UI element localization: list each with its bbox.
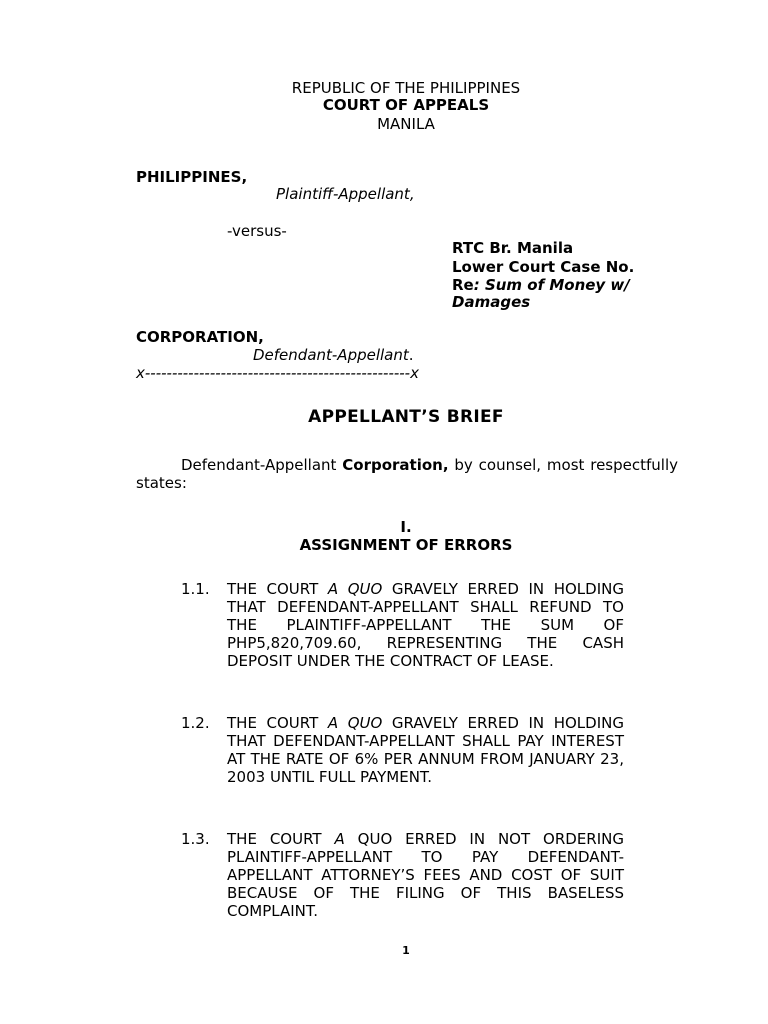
intro-rest: by counsel, most respectfully states: [136, 456, 678, 492]
header-republic: REPUBLIC OF THE PHILIPPINES [291, 79, 521, 97]
error-italic: A QUO [327, 580, 383, 598]
error-pre: THE COURT [227, 830, 335, 848]
error-number: 1.1. [181, 580, 210, 598]
section-number: I. [400, 518, 412, 536]
error-post: QUO ERRED IN NOT ORDERING PLAINTIFF-APPELLANT TO PAY DEFENDANT-APPELLANT ATTORNEY’S FEES AND COST OF SUIT BECAUSE OF THE FILING OF THIS BASELESS COMPLAINT. [227, 830, 624, 920]
intro-paragraph [136, 456, 678, 492]
brief-title: APPELLANT’S BRIEF [308, 407, 504, 427]
caption-separator: x-------------------------------------------------x [136, 364, 419, 382]
error-italic: A [334, 830, 345, 848]
rtc-branch: RTC Br. Manila [452, 239, 574, 257]
intro-lead: Defendant-Appellant [181, 456, 343, 474]
re-subject-cont: Damages [452, 293, 531, 311]
defendant-name: CORPORATION, [136, 328, 264, 346]
re-label: Re [452, 276, 474, 294]
defendant-role-period: . [408, 346, 414, 364]
error-italic: A QUO [327, 714, 383, 732]
lower-court-case: Lower Court Case No. [452, 258, 635, 276]
error-item [227, 580, 624, 670]
plaintiff-role: Plaintiff-Appellant, [276, 185, 415, 203]
error-item [227, 830, 624, 920]
plaintiff-name: PHILIPPINES, [136, 168, 248, 186]
section-heading: ASSIGNMENT OF ERRORS [299, 536, 513, 554]
error-pre: THE COURT [227, 580, 328, 598]
error-pre: THE COURT [227, 714, 328, 732]
header-court: COURT OF APPEALS [322, 96, 490, 114]
versus: -versus- [227, 222, 287, 240]
error-number: 1.3. [181, 830, 210, 848]
error-number: 1.2. [181, 714, 210, 732]
header-city: MANILA [377, 115, 435, 133]
error-item [227, 714, 624, 786]
defendant-role: Defendant-Appellant [253, 346, 409, 364]
re-line [452, 276, 630, 294]
intro-party: Corporation, [342, 456, 449, 474]
error-post: GRAVELY ERRED IN HOLDING THAT DEFENDANT-APPELLANT SHALL PAY INTEREST AT THE RATE OF 6% PER ANNUM FROM JANUARY 23, 2003 UNTIL FULL PAYMENT. [227, 714, 624, 786]
re-subject: : Sum of Money w/ [473, 276, 630, 294]
error-post: GRAVELY ERRED IN HOLDING THAT DEFENDANT-APPELLANT SHALL REFUND TO THE PLAINTIFF-APPELLANT THE SUM OF PHP5,820,709.60, REPRESENTING THE CASH DEPOSIT UNDER THE CONTRACT OF LEASE. [227, 580, 624, 670]
page-number: 1 [402, 944, 410, 957]
defendant-role-line [253, 346, 414, 364]
